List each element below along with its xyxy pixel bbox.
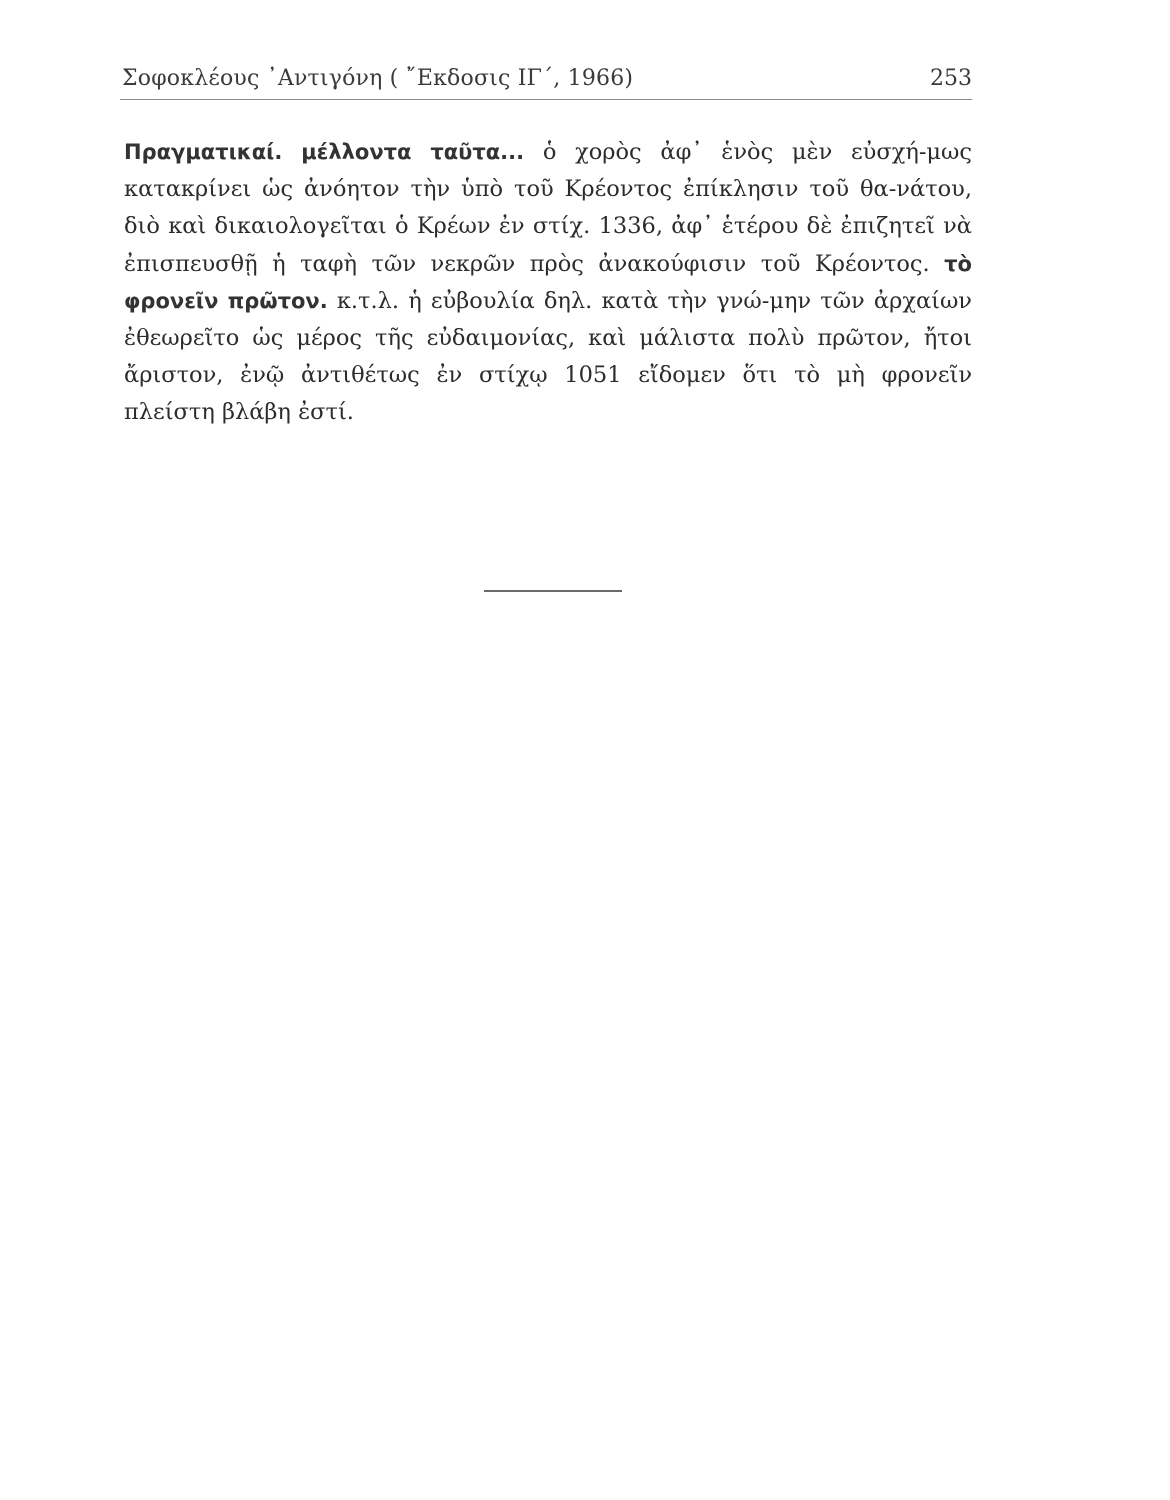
commentary-paragraph: [124, 134, 972, 432]
running-head: [122, 62, 972, 94]
header-rule: [120, 99, 972, 100]
running-head-title: Σοφοκλέους ᾽Αντιγόνη ( ῎Εκδοσις ΙΓ΄, 1966): [122, 66, 634, 91]
commentary-text-2: κ.τ.λ. ἡ εὐβουλία δηλ. κατὰ τὴν γνώ-μην τῶν ἀρχαίων ἐθεωρεῖτο ὡς μέρος τῆς εὐδαιμονίας, καὶ μάλιστα πολὺ πρῶτον, ἤτοι ἄριστον, ἐνῷ ἀντιθέτως ἐν στίχῳ 1051 εἴδομεν ὅτι τὸ μὴ φρονεῖν πλείστη βλάβη ἐστί.: [124, 287, 972, 426]
lemma-pragmatikai: Πραγματικαί. μέλλοντα ταῦτα...: [124, 140, 525, 164]
commentary-text-1: ὁ χορὸς ἀφ᾽ ἑνὸς μὲν εὐσχή-μως κατακρίνει ὡς ἀνόητον τὴν ὑπὸ τοῦ Κρέοντος ἐπίκλησιν τοῦ θα-νάτου, διὸ καὶ δικαιολογεῖται ὁ Κρέων ἐν στίχ. 1336, ἀφ᾽ ἑτέρου δὲ ἐπιζητεῖ νὰ ἐπισπευσθῇ ἡ ταφὴ τῶν νεκρῶν πρὸς ἀνακούφισιν τοῦ Κρέοντος.: [124, 139, 972, 277]
end-of-text-rule: [484, 590, 622, 592]
page-number: 253: [930, 66, 972, 91]
lemma-to-fronein-proton: τὸ φρονεῖν πρῶτον.: [124, 251, 972, 313]
